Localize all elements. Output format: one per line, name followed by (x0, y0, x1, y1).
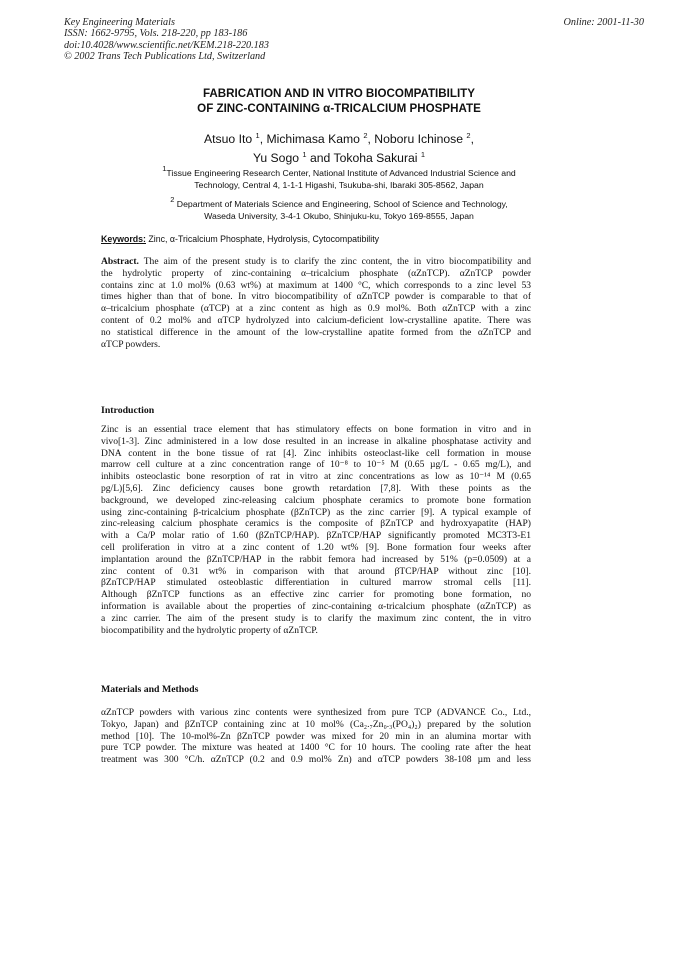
author-name: Atsuo Ito (204, 132, 253, 146)
abstract-line: content of 0.2 mol% and αTCP hydrolyzed into calcium-deficient low-crystalline apatite. There was (101, 314, 531, 326)
methods-section (101, 684, 531, 766)
body-line: Although βZnTCP functions as an effective zinc carrier for promoting bone formation, no (101, 589, 531, 601)
author-affil-mark: 2 (466, 131, 471, 140)
keywords (101, 234, 379, 244)
body-line: method [10]. The 10-mol%-Zn βZnTCP powder was mixed for 20 min in an alumina mortar with (101, 730, 531, 742)
abstract-line: no statistical difference in the amount of the low-crystalline apatite formed from the αZnTCP and (101, 326, 531, 338)
affil-number: 1 (162, 164, 167, 173)
body-line: zinc-releasing calcium phosphate ceramics is the composite of βZnTCP and hydroxyapatite (HAP) (101, 518, 531, 530)
author-list (0, 128, 678, 166)
author-affil-mark: 1 (255, 131, 260, 140)
paper-title (0, 86, 678, 116)
introduction-heading: Introduction (101, 405, 155, 416)
affiliation-2 (0, 194, 678, 222)
body-line: implantation around the βZnTCP/HAP in the rabbit femora had increased by 51% (p=0.0509) at a (101, 553, 531, 565)
body-line: a zinc carrier. The aim of the present study is to clarify the maximum zinc content, the in vitro (101, 612, 531, 624)
affil-text: Tissue Engineering Research Center, National Institute of Advanced Industrial Science and (166, 168, 516, 178)
body-line: background, we developed zinc-releasing calcium phosphate ceramics to promote bone formation (101, 494, 531, 506)
body-line: vivo[1-3]. Zinc administered in a low dose resulted in an increase in alkaline phosphatase activity and (101, 435, 531, 447)
introduction-section (101, 405, 531, 636)
body-line: cell proliferation in vitro at a zinc content of 1.20 wt% [9]. Bone formation four weeks after (101, 541, 531, 553)
body-line: αZnTCP powders with various zinc contents were synthesized from pure TCP (ADVANCE Co., Ltd., (101, 707, 531, 718)
body-line: pure TCP powder. The mixture was heated at 1400 °C for 10 hours. The cooling rate after the heat (101, 742, 531, 754)
abstract-line (101, 256, 531, 268)
body-line: biocompatibility and the hydrolytic property of αZnTCP. (101, 624, 318, 636)
copyright-line: © 2002 Trans Tech Publications Ltd, Switzerland (64, 51, 266, 63)
author-affil-mark: 1 (420, 150, 426, 159)
methods-heading: Materials and Methods (101, 684, 199, 695)
abstract-line: the hydrolytic property of zinc-containing α–tricalcium phosphate (αZnTCP). αZnTCP powder (101, 267, 531, 279)
author-name: and Tokoha Sakurai (306, 151, 418, 165)
journal-name: Key Engineering Materials (64, 17, 175, 28)
affiliation-line (0, 194, 678, 211)
title-line-2: OF ZINC-CONTAINING α-TRICALCIUM PHOSPHATE (197, 102, 481, 115)
title-line-1: FABRICATION AND IN VITRO BIOCOMPATIBILITY (202, 87, 475, 100)
body-line: treatment was 300 °C/h. αZnTCP (0.2 and 0.9 mol% Zn) and αTCP powders 38-108 µm and less (101, 754, 531, 766)
affiliation-line: Technology, Central 4, 1-1-1 Higashi, Tsukuba-shi, Ibaraki 305-8562, Japan (194, 179, 484, 190)
body-line: inhibits osteoclastic bone resorption of rat in vitro at zinc concentrations as low as 10⁻¹⁴ M (0.65 (101, 471, 531, 483)
author-name: , Michimasa Kamo (259, 132, 360, 146)
body-line: information is available about the properties of zinc-containing α-tricalcium phosphate (αZnTCP) as (101, 600, 531, 612)
keywords-label: Keywords: (101, 234, 146, 244)
abstract-label: Abstract. (101, 256, 139, 267)
abstract-section (101, 256, 531, 350)
body-line: pg/L)[5,6]. Zinc deficiency causes bone growth retardation [7,8]. With these points as the (101, 482, 531, 494)
keywords-text: Zinc, α-Tricalcium Phosphate, Hydrolysis, Cytocompatibility (145, 234, 380, 244)
affil-text: Department of Materials Science and Engineering, School of Science and Technology, (174, 199, 508, 209)
affil-number: 2 (170, 195, 175, 204)
author-separator: , (470, 132, 474, 146)
body-line: using zinc-containing β-tricalcium phosphate (βZnTCP) as the zinc carrier [9]. A typical example of (101, 506, 531, 518)
author-line-1 (0, 128, 678, 147)
journal-header (64, 17, 269, 63)
abstract-line: times higher than that of bone. In vitro biocompatibility of αZnTCP powder is comparable to that of (101, 291, 531, 303)
doi-line: doi:10.4028/www.scientific.net/KEM.218-220.183 (64, 39, 269, 51)
body-line: with a Ca/P molar ratio of 1.60 (βZnTCP/HAP). βZnTCP/HAP significantly promoted MC3T3-E1 (101, 530, 531, 542)
abstract-line: contains zinc at 1.0 mol% (0.63 wt%) at maximum at 1400 °C, which corresponds to a zinc level 53 (101, 279, 531, 291)
body-line: DNA content in the bone tissue of rat [4]. Zinc inhibits osteoclast-like cell formation in mouse (101, 447, 531, 459)
body-line: marrow cell culture at a zinc concentration range of 10⁻⁸ to 10⁻⁵ M (0.65 µg/L - 0.65 mg/L), and (101, 459, 531, 471)
affiliation-line: Waseda University, 3-4-1 Okubo, Shinjuku-ku, Tokyo 169-8555, Japan (204, 210, 474, 221)
abstract-line: αTCP powders. (101, 338, 161, 350)
abstract-text: The aim of the present study is to clarify the zinc content, the in vitro biocompatibility and (138, 256, 531, 267)
body-line: Tokyo, Japan) and βZnTCP containing zinc at 10 mol% (Ca₂.₇Zn₀.₃(PO₄)₂) prepared by the solution (101, 718, 531, 730)
issn-line: ISSN: 1662-9795, Vols. 218-220, pp 183-186 (64, 28, 248, 40)
author-affil-mark: 1 (302, 150, 307, 159)
author-name: Yu Sogo (252, 151, 300, 165)
body-line: zinc content of 0.31 wt% in comparison with that around βTCP/HAP without zinc [10]. (101, 565, 531, 577)
online-date: Online: 2001-11-30 (563, 17, 644, 28)
affiliation-1 (0, 163, 678, 191)
author-name: , Noboru Ichinose (367, 132, 464, 146)
affiliation-line (0, 163, 678, 180)
abstract-line: α–tricalcium phosphate (αTCP) at a zinc content as high as 0.9 mol%. Both αZnTCP with a zinc (101, 303, 531, 315)
author-affil-mark: 2 (363, 131, 368, 140)
body-line: βZnTCP/HAP stimulated osteoblastic differentiation in cultured marrow stromal cells [11]. (101, 577, 531, 589)
body-line: Zinc is an essential trace element that has stimulatory effects on bone formation in vitro and in (101, 424, 531, 435)
